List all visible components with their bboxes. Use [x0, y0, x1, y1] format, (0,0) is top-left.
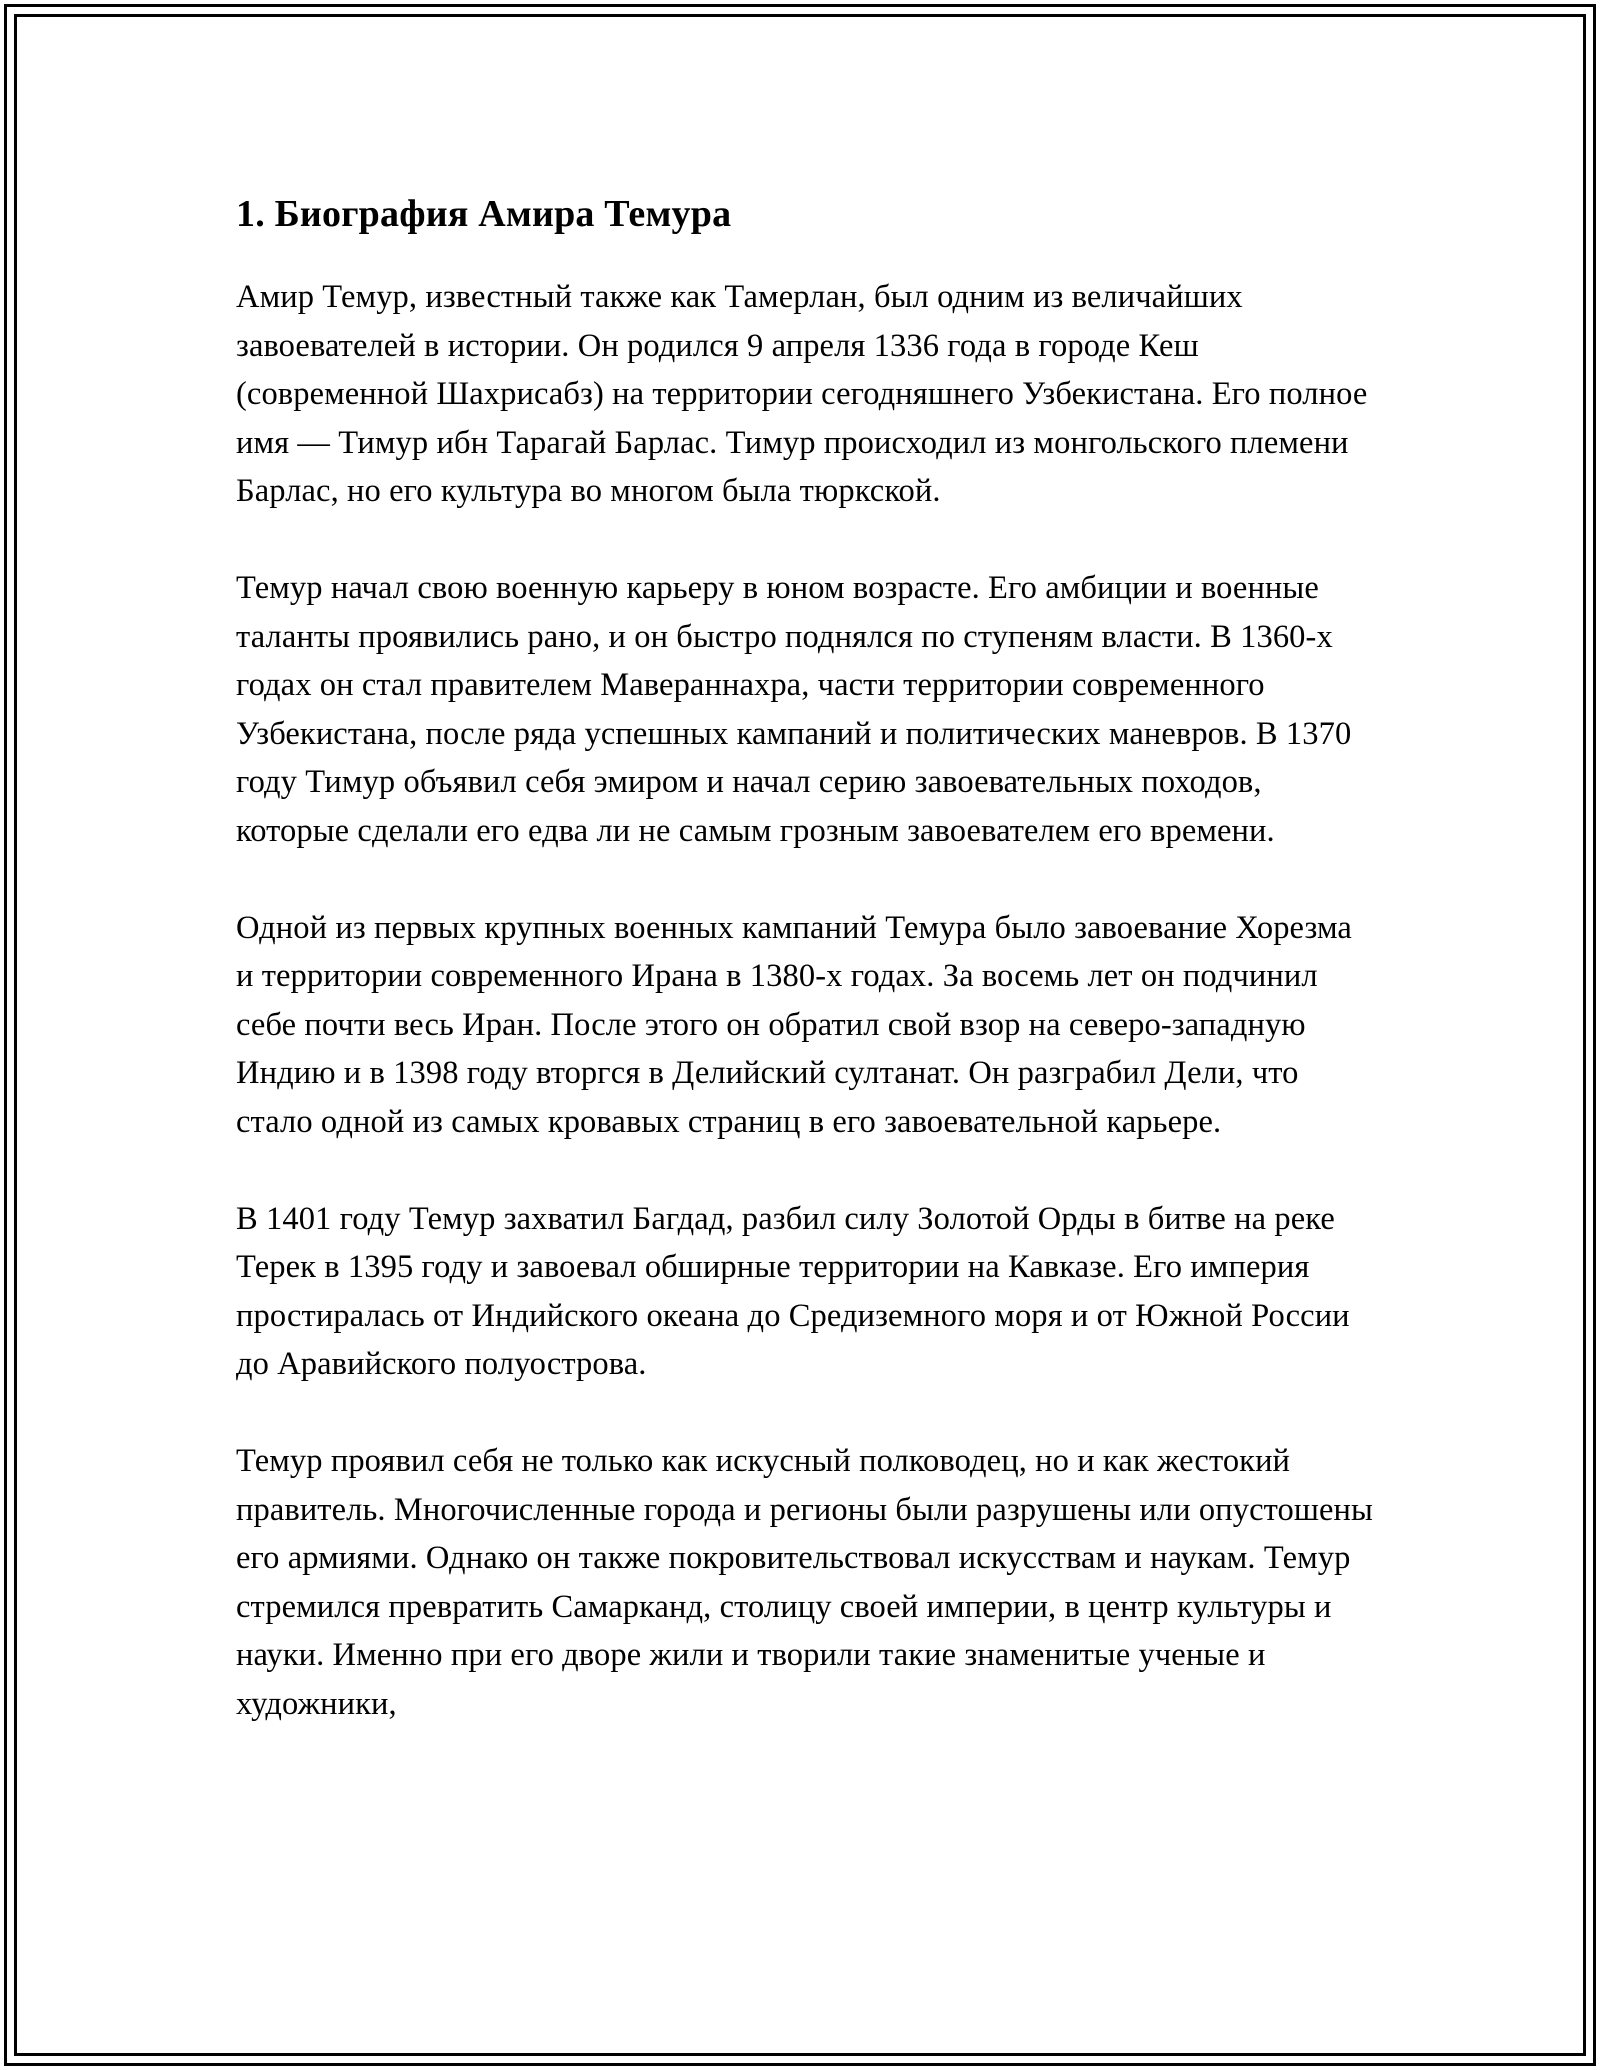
document-body	[236, 182, 1376, 1777]
paragraph-2: Темур начал свою военную карьеру в юном возрасте. Его амбиции и военные таланты проявились рано, и он быстро поднялся по ступеням власти. В 1360-х годах он стал правителем Мавераннахра, части территории современного Узбекистана, после ряда успешных кампаний и политических маневров. В 1370 году Тимур объявил себя эмиром и начал серию завоевательных походов, которые сделали его едва ли не самым грозным завоевателем его времени.	[236, 570, 1352, 849]
section-heading: 1. Биография Амира Темура	[236, 193, 732, 235]
paragraph-5: Темур проявил себя не только как искусный полководец, но и как жестокий правитель. Многочисленные города и регионы были разрушены или опустошены его армиями. Однако он также покровительствовал искусствам и наукам. Темур стремился превратить Самарканд, столицу своей империи, в центр культуры и науки. Именно при его дворе жили и творили такие знаменитые ученые и художники,	[236, 1443, 1373, 1722]
paragraph-3: Одной из первых крупных военных кампаний Темура было завоевание Хорезма и территории современного Ирана в 1380-х годах. За восемь лет он подчинил себе почти весь Иран. После этого он обратил свой взор на северо-западную Индию и в 1398 году вторгся в Делийский султанат. Он разграбил Дели, что стало одной из самых кровавых страниц в его завоевательной карьере.	[236, 909, 1352, 1140]
paragraph-4: В 1401 году Темур захватил Багдад, разбил силу Золотой Орды в битве на реке Терек в 1395 году и завоевал обширные территории на Кавказе. Его империя простиралась от Индийского океана до Средиземного моря и от Южной России до Аравийского полуострова.	[236, 1200, 1350, 1382]
paragraph-1: Амир Темур, известный также как Тамерлан, был одним из величайших завоевателей в истории. Он родился 9 апреля 1336 года в городе Кеш (современной Шахрисабз) на территории сегодняшнего Узбекистана. Его полное имя — Тимур ибн Тарагай Барлас. Тимур происходил из монгольского племени Барлас, но его культура во многом была тюркской.	[236, 279, 1368, 509]
